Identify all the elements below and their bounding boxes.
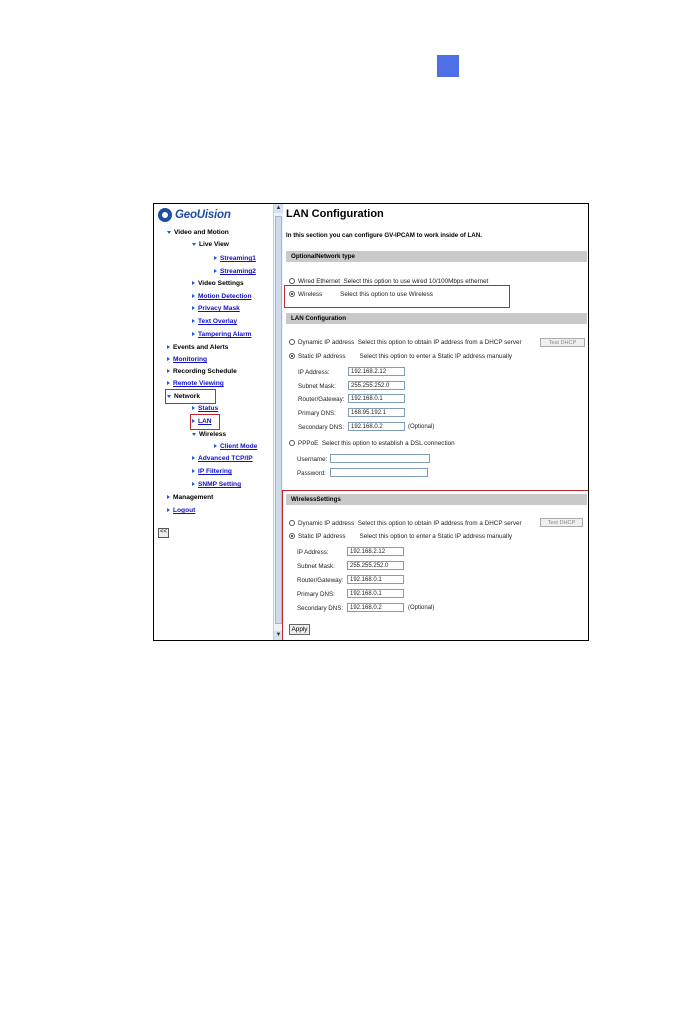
chevron-right-icon [192,332,195,336]
lan-mask-label: Subnet Mask: [298,383,336,390]
sidebar-item-remote-viewing[interactable] [167,379,224,388]
wl-gw-field[interactable]: 192.168.0.1 [347,575,404,584]
sidebar-item-label: Tampering Alarm [198,331,252,338]
lan-static-desc: Select this option to enter a Static IP address manually [359,353,512,360]
scroll-down-icon[interactable]: ▼ [275,632,282,638]
pppoe-label: PPPoE [298,440,319,447]
chevron-right-icon [167,345,170,349]
chevron-right-icon [167,508,170,512]
scroll-thumb[interactable] [275,216,282,624]
wireless-desc: Select this option to use Wireless [340,291,433,298]
pppoe-option[interactable] [289,439,455,448]
wireless-settings-highlight [282,490,589,641]
wireless-label: Wireless [298,291,323,298]
wired-radio[interactable] [289,278,295,284]
sidebar-item-label: Status [198,405,219,412]
sidebar-item-monitoring[interactable] [167,355,207,364]
wl-dns1-label: Primary DNS: [297,591,335,598]
pppoe-desc: Select this option to establish a DSL connection [321,440,455,447]
lan-static-label: Static IP address [298,353,346,360]
sidebar-item-events-and-alerts[interactable] [167,343,228,352]
chevron-right-icon [167,369,170,373]
sidebar-item-tampering-alarm[interactable] [192,330,252,339]
lan-config-header: LAN Configuration [286,313,587,324]
lan-dns1-field[interactable]: 168.95.192.1 [348,408,405,417]
chevron-right-icon [192,281,195,285]
sidebar-item-label: Client Mode [220,443,258,450]
sidebar-item-management[interactable] [167,493,213,502]
wl-dns2-field[interactable]: 192.168.0.2 [347,603,404,612]
pppoe-radio[interactable] [289,440,295,446]
chevron-right-icon [167,381,170,385]
sidebar-item-video-and-motion[interactable] [167,228,229,237]
password-field[interactable] [330,468,428,477]
page-marker [437,55,459,77]
sidebar-item-label: Monitoring [173,356,208,363]
sidebar-item-label: Text Overlay [198,318,238,325]
sidebar-item-wireless[interactable] [192,430,226,439]
sidebar-item-label: Motion Detection [198,293,252,300]
wl-static-desc: Select this option to enter a Static IP address manually [359,533,512,540]
sidebar-item-client-mode[interactable] [214,442,257,451]
sidebar-item-label: Video and Motion [174,229,229,236]
scroll-up-icon[interactable]: ▲ [275,205,282,211]
lan-dns2-label: Secondary DNS: [298,424,345,431]
sidebar [154,204,272,640]
lan-gw-label: Router/Gateway: [298,396,345,403]
collapse-sidebar-button[interactable]: << [158,528,169,538]
wl-ip-label: IP Address: [297,549,329,556]
sidebar-item-label: Video Settings [198,280,244,287]
sidebar-item-advanced-tcp-ip[interactable] [192,454,253,463]
sidebar-item-label: Streaming2 [220,268,256,275]
wl-dynamic-label: Dynamic IP address [298,520,355,527]
chevron-right-icon [192,319,195,323]
wl-dns2-label: Secondary DNS: [297,605,344,612]
sidebar-item-logout[interactable] [167,506,195,515]
page-title: LAN Configuration [286,208,384,220]
wl-dns1-field[interactable]: 192.168.0.1 [347,589,404,598]
chevron-down-icon [192,433,196,436]
chevron-down-icon [192,243,196,246]
lan-static-radio[interactable] [289,353,295,359]
page-description: In this section you can configure GV-IPCAM to work inside of LAN. [286,232,482,239]
lan-dynamic-option[interactable] [289,338,522,347]
wl-mask-field[interactable]: 255.255.252.0 [347,561,404,570]
chevron-down-icon [167,231,171,234]
chevron-right-icon [214,269,217,273]
lan-dynamic-label: Dynamic IP address [298,339,355,346]
sidebar-item-live-view[interactable] [192,240,229,249]
lan-dynamic-radio[interactable] [289,339,295,345]
sidebar-item-recording-schedule[interactable] [167,367,237,376]
wireless-highlight [284,285,510,308]
lan-gw-field[interactable]: 192.168.0.1 [348,394,405,403]
sidebar-item-privacy-mask[interactable] [192,304,240,313]
screenshot-frame [153,203,589,641]
wl-static-label: Static IP address [298,533,346,540]
chevron-right-icon [192,406,195,410]
wl-mask-label: Subnet Mask: [297,563,335,570]
lan-test-dhcp-button[interactable]: Test DHCP [540,338,585,347]
username-label: Username: [297,456,328,463]
sidebar-item-label: SNMP Setting [198,481,242,488]
sidebar-item-label: Privacy Mask [198,305,240,312]
lan-mask-field[interactable]: 255.255.252.0 [348,381,405,390]
apply-button[interactable]: Apply [289,624,310,635]
sidebar-item-streaming2[interactable] [214,267,256,276]
chevron-right-icon [192,469,195,473]
username-field[interactable] [330,454,430,463]
chevron-right-icon [192,456,195,460]
lan-dns2-field[interactable]: 192.168.0.2 [348,422,405,431]
chevron-right-icon [214,256,217,260]
wireless-settings-header: WirelessSettings [286,494,587,505]
lan-ip-field[interactable]: 192.168.2.12 [348,367,405,376]
sidebar-item-snmp-setting[interactable] [192,480,241,489]
lan-ip-label: IP Address: [298,369,330,376]
chevron-right-icon [167,495,170,499]
lan-dns1-label: Primary DNS: [298,410,336,417]
sidebar-item-label: Wireless [199,431,227,438]
sidebar-item-label: Management [173,494,214,501]
logo-text: GeoUision [175,209,231,221]
wl-dns2-optional: (Optional) [408,605,435,611]
chevron-right-icon [192,306,195,310]
lan-dns2-optional: (Optional) [408,424,435,430]
password-label: Password: [297,470,326,477]
wl-test-dhcp-button[interactable]: Test DHCP [540,518,583,527]
sidebar-item-label: Streaming1 [220,255,256,262]
lan-highlight [190,414,220,430]
wl-ip-field[interactable]: 192.168.2.12 [347,547,404,556]
chevron-right-icon [192,294,195,298]
sidebar-item-label: Advanced TCP/IP [198,455,253,462]
sidebar-item-streaming1[interactable] [214,254,256,263]
sidebar-item-video-settings[interactable] [192,279,244,288]
sidebar-item-label: Events and Alerts [173,344,229,351]
sidebar-item-label: Remote Viewing [173,380,224,387]
logo-icon [158,208,172,222]
main-content [284,204,589,640]
geovision-logo [158,208,231,222]
sidebar-item-motion-detection[interactable] [192,292,251,301]
wired-desc: Select this option to use wired 10/100Mbps ethernet [343,278,489,285]
sidebar-item-label: IP Filtering [198,468,232,475]
sidebar-item-label: Live View [199,241,229,248]
sidebar-item-text-overlay[interactable] [192,317,237,326]
sidebar-item-label: Recording Schedule [173,368,237,375]
chevron-right-icon [192,482,195,486]
network-highlight [165,389,216,404]
sidebar-item-status[interactable] [192,404,218,413]
sidebar-item-label: LAN [198,418,212,425]
sidebar-item-label: Logout [173,507,196,514]
sidebar-item-label: Network [174,393,201,400]
network-type-header: OptionalNetwork type [286,251,587,262]
lan-dynamic-desc: Select this option to obtain IP address from a DHCP server [357,339,522,346]
lan-static-option[interactable] [289,352,512,361]
chevron-right-icon [214,444,217,448]
wl-gw-label: Router/Gateway: [297,577,344,584]
wl-dynamic-desc: Select this option to obtain IP address from a DHCP server [357,520,522,527]
wired-label: Wired Ethernet [298,278,340,285]
chevron-right-icon [167,357,170,361]
sidebar-item-ip-filtering[interactable] [192,467,232,476]
